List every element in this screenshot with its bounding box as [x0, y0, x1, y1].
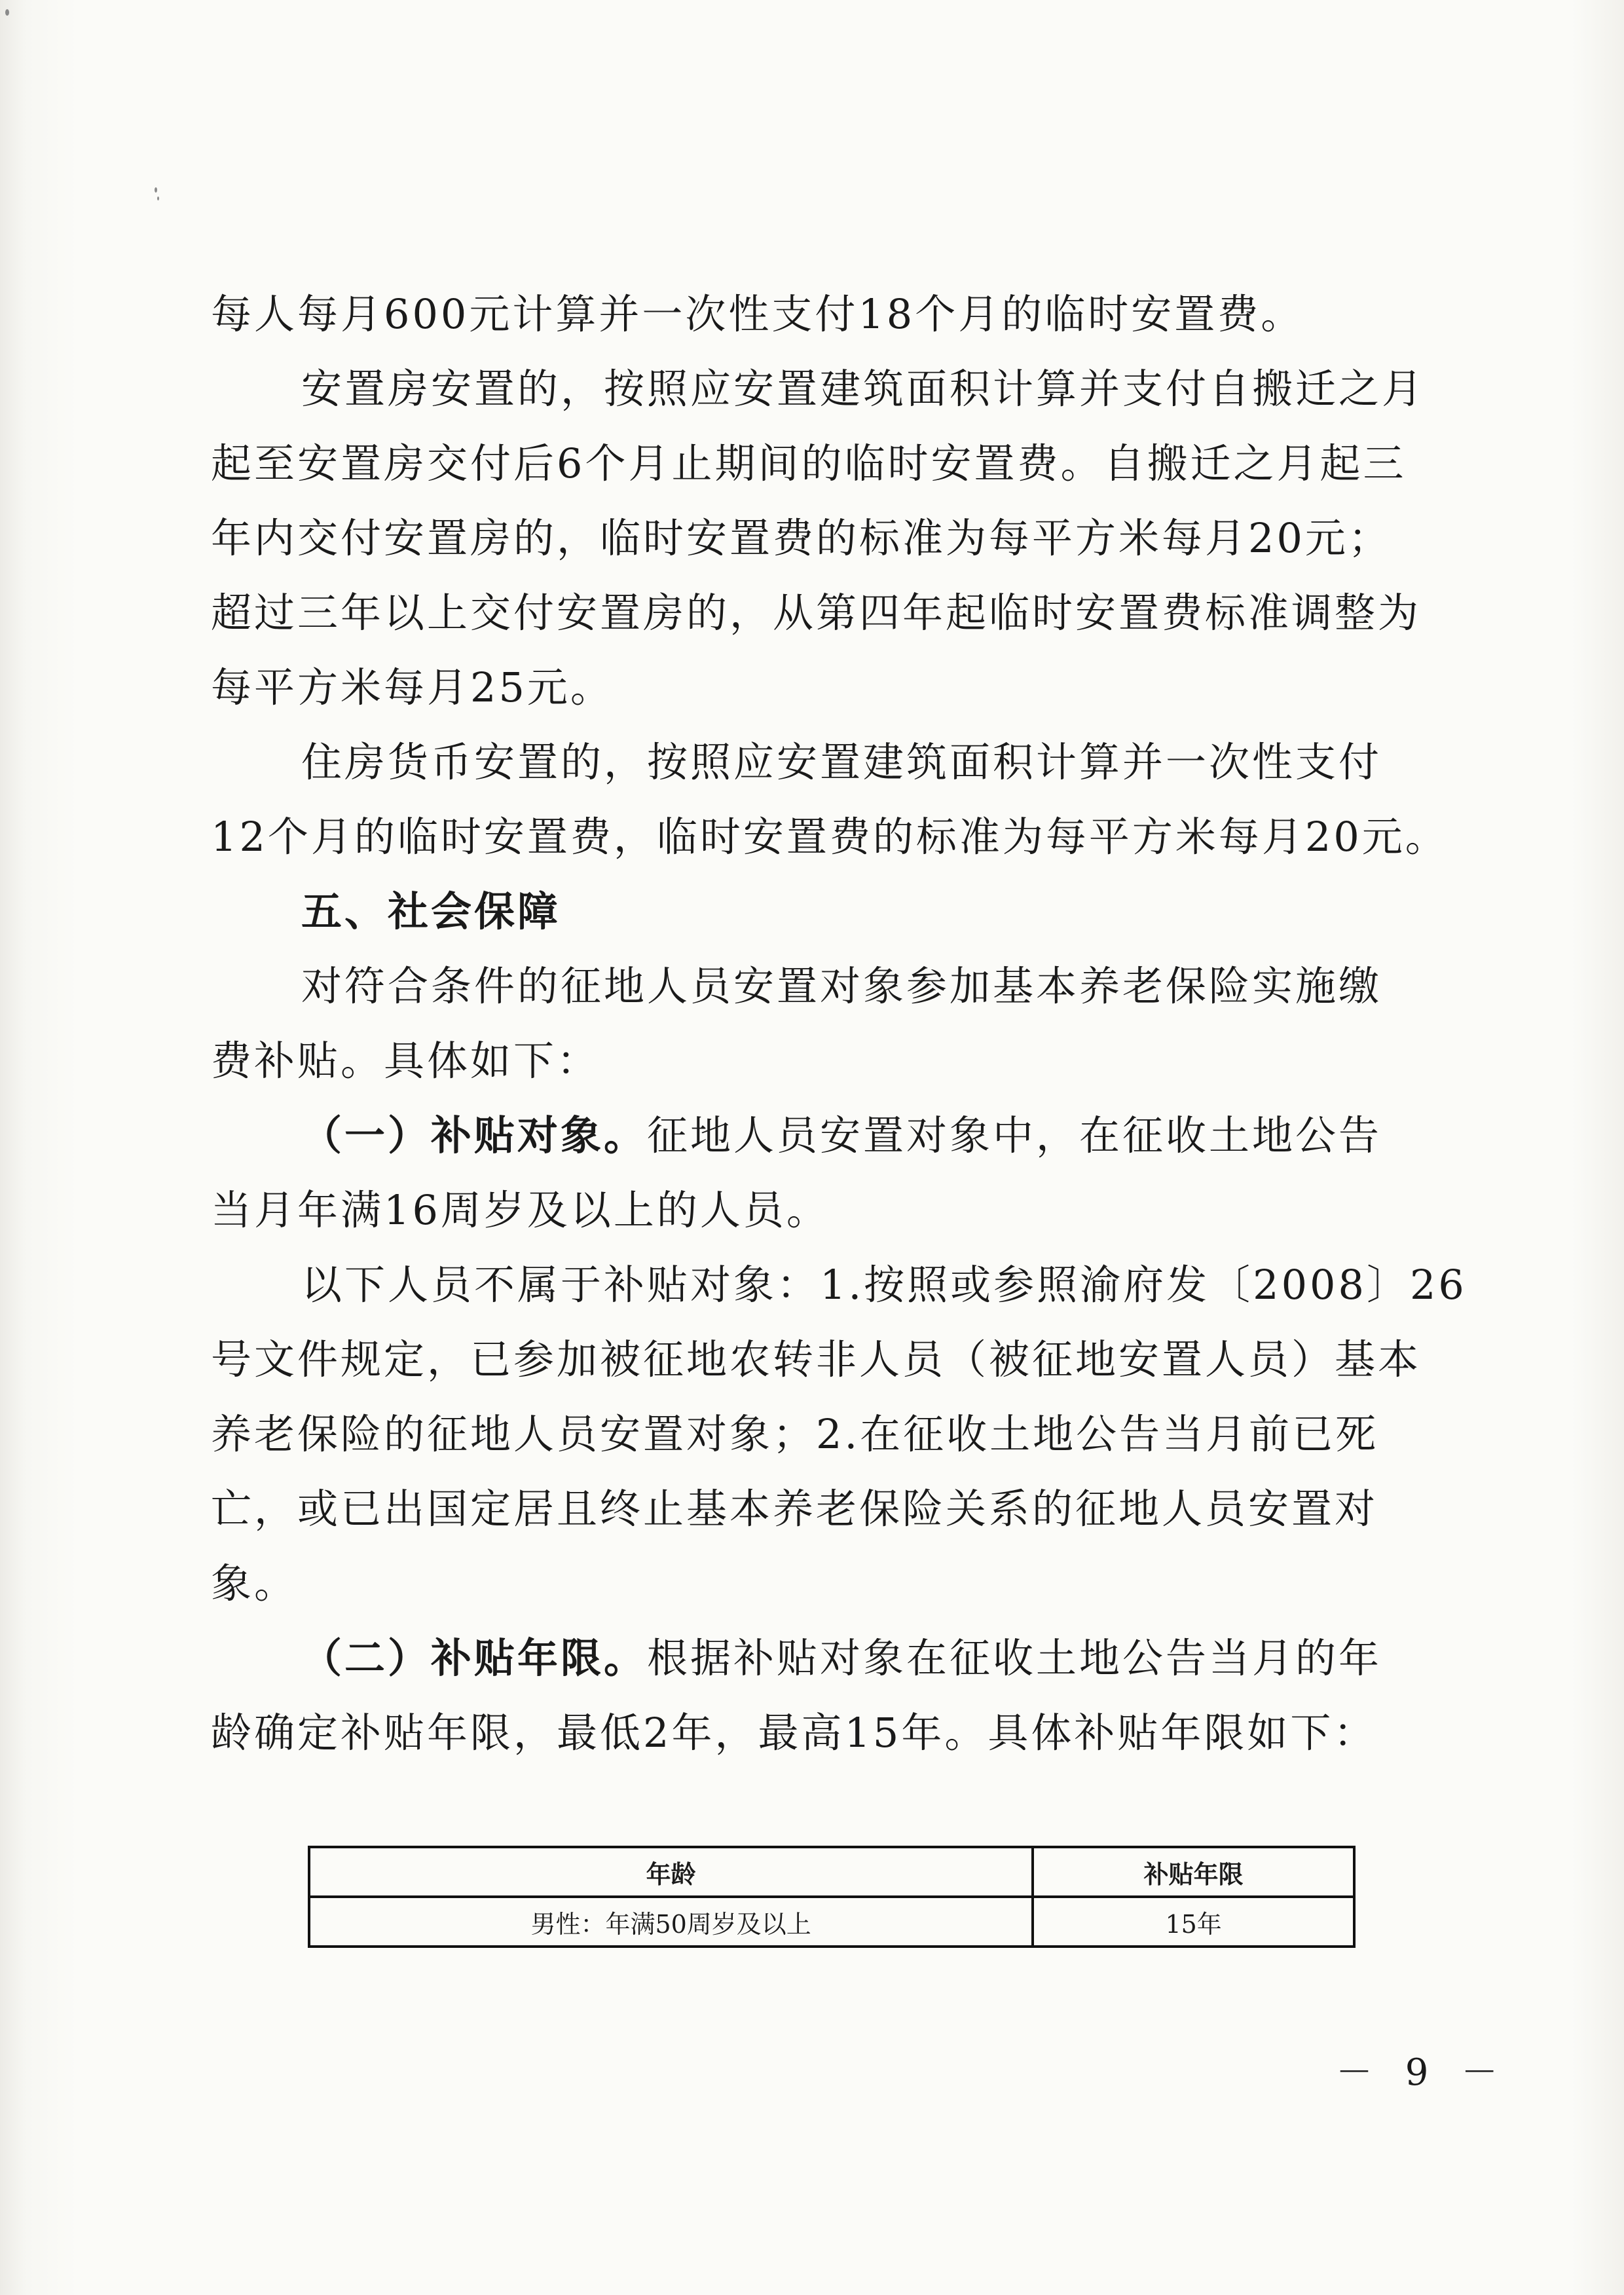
table-header-row: [309, 1847, 1354, 1897]
scan-speck: [155, 187, 157, 193]
paragraph-line: 安置房安置的，按照应安置建筑面积计算并支付自搬迁之月: [301, 365, 1426, 413]
subsection-title: （一）补贴对象。: [301, 1111, 648, 1159]
table-header-cell: 年龄: [309, 1847, 1033, 1897]
table-row: [309, 1897, 1354, 1947]
paragraph-line: [301, 1110, 1414, 1162]
paragraph-line: 费补贴。具体如下：: [211, 1037, 600, 1085]
paragraph-line: 年内交付安置房的，临时安置费的标准为每平方米每月20元；: [211, 514, 1392, 562]
paragraph-line: 象。: [211, 1559, 298, 1607]
paragraph-line: 12个月的临时安置费，临时安置费的标准为每平方米每月20元。: [211, 813, 1449, 861]
paragraph-line: 以下人员不属于补贴对象：1.按照或参照渝府发〔2008〕26: [301, 1261, 1467, 1309]
paragraph-line: 起至安置房交付后6个月止期间的临时安置费。自搬迁之月起三: [211, 439, 1407, 487]
table-cell: 男性：年满50周岁及以上: [309, 1897, 1033, 1947]
paragraph-text: 征地人员安置对象中，在征收土地公告: [647, 1111, 1382, 1159]
paragraph-line: 亡，或已出国定居且终止基本养老保险关系的征地人员安置对: [211, 1485, 1378, 1533]
paragraph-line: 当月年满16周岁及以上的人员。: [211, 1186, 830, 1234]
page-number: － 9 －: [1336, 2051, 1509, 2094]
scan-speck: [157, 196, 159, 200]
subsidy-years-table: [308, 1846, 1356, 1948]
section-heading: 五、社会保障: [301, 887, 561, 935]
paragraph-text: 根据补贴对象在征收土地公告当月的年: [647, 1634, 1382, 1682]
table-cell: 15年: [1033, 1897, 1354, 1947]
paragraph-line: 号文件规定，已参加被征地农转非人员（被征地安置人员）基本: [211, 1335, 1422, 1383]
paragraph-line: 龄确定补贴年限，最低2年，最高15年。具体补贴年限如下：: [211, 1709, 1377, 1757]
paragraph-line: 对符合条件的征地人员安置对象参加基本养老保险实施缴: [301, 962, 1382, 1010]
paragraph-line: 每平方米每月25元。: [211, 663, 614, 711]
table-header-cell: 补贴年限: [1033, 1847, 1354, 1897]
paragraph-line: 超过三年以上交付安置房的，从第四年起临时安置费标准调整为: [211, 589, 1422, 637]
scan-speck: [5, 9, 9, 16]
subsection-title: （二）补贴年限。: [301, 1634, 648, 1682]
paragraph-line: 住房货币安置的，按照应安置建筑面积计算并一次性支付: [301, 738, 1382, 786]
paragraph-line: 每人每月600元计算并一次性支付18个月的临时安置费。: [211, 290, 1304, 338]
paragraph-line: 养老保险的征地人员安置对象；2.在征收土地公告当月前已死: [211, 1410, 1379, 1458]
paragraph-line: [301, 1632, 1414, 1685]
